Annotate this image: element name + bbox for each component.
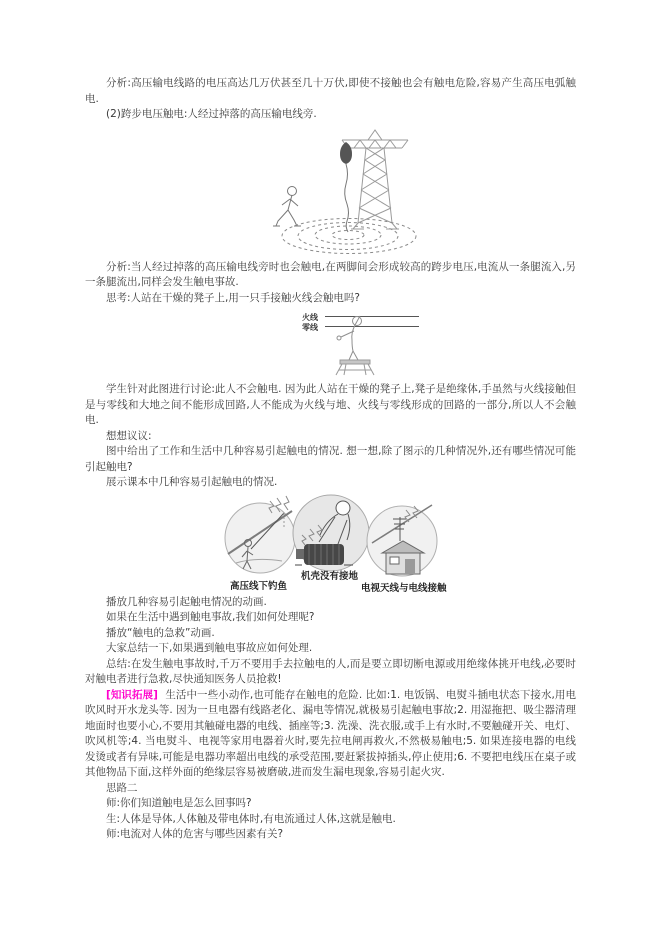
paragraph-teacher-question-1: 师:你们知道触电是怎么回事吗? <box>106 797 252 809</box>
vignette-antenna-touching-wire <box>367 505 437 576</box>
paragraph-summary: 总结:在发生触电事故时,千万不要用手去拉触电的人,而是要立即切断电源或用绝缘体挑开电线,必要时对触电者进行急救,尽快通知医务人员抢救! <box>85 657 576 685</box>
paragraph-approach-two: 思路二 <box>106 781 138 794</box>
caption-motor: 机壳没有接地 <box>301 570 359 582</box>
paragraph-stool-question: 思考:人站在干燥的凳子上,用一只手接触火线会触电吗? <box>106 291 360 304</box>
step-voltage-ripples <box>282 218 416 253</box>
paragraph-think-discuss: 想想议议: <box>106 429 152 442</box>
stool-drawing <box>288 310 420 378</box>
paragraph-teacher-question-2: 师:电流对人体的危害与哪些因素有关? <box>106 828 284 840</box>
neutral-wire-label: 零线 <box>302 323 318 332</box>
shock-hazards-illustration <box>85 491 576 595</box>
person-on-stool <box>337 316 362 360</box>
caption-antenna: 电视天线与电线接触 <box>361 582 447 593</box>
paragraph-show-textbook: 展示课本中几种容易引起触电的情况. <box>106 476 278 488</box>
vignette-ungrounded-motor <box>293 495 369 571</box>
knowledge-expansion-text: 生活中一些小动作,也可能存在触电的危险. 比如:1. 电饭锅、电熨斗插电状态下接水,用电吹风时开水龙头等. 因为一旦电器有线路老化、漏电等情况,就极易引起触电事故;2. 用湿拖把、吸尘器清理地面时也要小心,不要用其触碰电器的电线、插座等;3. 洗澡、洗衣服,或手上有水时,不要触碰开关、电灯、吹风机等;4. 当电熨斗、电视等家用电器着火时,要先拉电闸再救火,不然极易触电;5. 如果连接电器的电线发烫或者有异味,可能是电器功率超出电线的承受范围,要赶紧拔掉插头,停止使用;6. 不要把电线压在桌子或其他物品下面,这样外面的绝缘层容易被磨破,进而发生漏电现象,容易引起火灾. <box>85 688 576 778</box>
paragraph-knowledge-expansion <box>85 688 576 781</box>
paragraph-play-animation: 播放几种容易引起触电情况的动画. <box>106 595 267 608</box>
stool <box>336 360 374 375</box>
paragraph-play-first-aid: 播放“触电的急救”动画. <box>106 626 215 639</box>
caption-fishing: 高压线下钓鱼 <box>230 580 288 592</box>
lesson-text-column <box>85 76 576 843</box>
paragraph-stool-discussion: 学生针对此图进行讨论:此人不会触电. 因为此人站在干燥的凳子上,凳子是绝缘体,手虽然与火线接触但是与零线和大地之间不能形成回路,人不能成为火线与地、火线与零线形成的回路的一部分,所以人不会触电. <box>85 383 576 426</box>
insulator-blob <box>340 142 352 164</box>
step-voltage-illustration <box>85 123 576 260</box>
vignette-fishing-under-powerline <box>225 496 295 573</box>
transmission-tower <box>342 130 408 229</box>
step-voltage-drawing <box>230 127 470 256</box>
paragraph-how-to-handle: 如果在生活中遇到触电事故,我们如何处理呢? <box>106 611 315 623</box>
walking-person <box>273 186 301 226</box>
live-wire-label: 火线 <box>302 313 318 322</box>
paragraph-student-answer: 生:人体是导体,人体触及带电体时,有电流通过人体,这就是触电. <box>106 812 396 825</box>
paragraph-step-voltage-heading: (2)跨步电压触电:人经过掉落的高压输电线旁. <box>106 108 317 120</box>
fallen-wire <box>345 164 349 232</box>
paragraph-figure-question: 图中给出了工作和生活中几种容易引起触电的情况. 想一想,除了图示的几种情况外,还有哪些情况可能引起触电? <box>85 445 576 473</box>
paragraph-summarize-prompt: 大家总结一下,如果遇到触电事故应如何处理. <box>106 642 313 654</box>
paragraph-step-voltage-analysis: 分析:当人经过掉落的高压输电线旁时也会触电,在两脚间会形成较高的跨步电压,电流从一条腿流入,另一条腿流出,同样会发生触电事故. <box>85 260 576 288</box>
knowledge-expansion-label: [知识拓展] <box>106 688 158 701</box>
stool-live-wire-illustration <box>85 306 576 382</box>
paragraph-high-voltage-analysis: 分析:高压输电线路的电压高达几万伏甚至几十万伏,即使不接触也会有触电危险,容易产生高压电弧触电. <box>85 77 576 105</box>
hazards-drawing <box>218 493 456 593</box>
